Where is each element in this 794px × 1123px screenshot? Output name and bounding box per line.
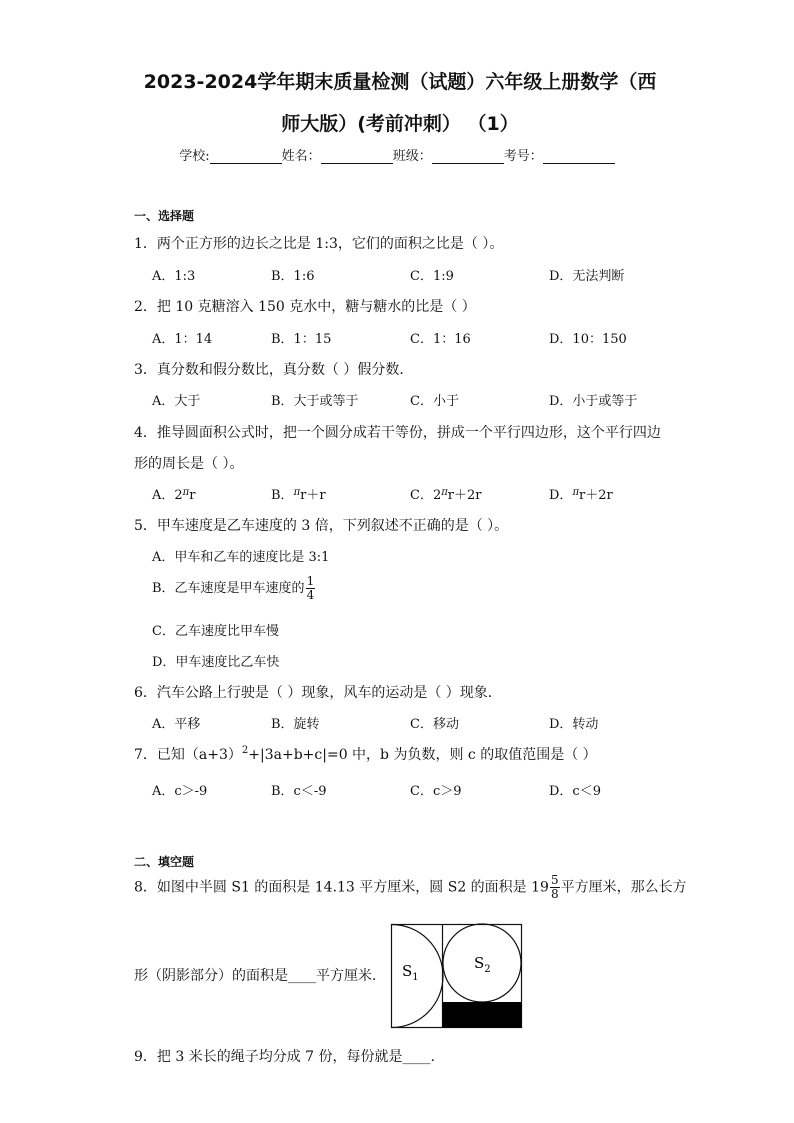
q7-option-c: C．c＞9 [410,784,462,799]
question-4-continued: 形的周长是（ ）。 [134,456,244,472]
q1-option-a: A．1:3 [152,269,196,284]
q5-option-b-text: B．乙车速度是甲车速度的 [152,581,305,596]
q3-option-d: D．小于或等于 [549,394,638,409]
class-label: 班级： [392,149,432,164]
q4-option-b [271,484,326,503]
q3-option-b: B．大于或等于 [271,394,359,409]
fraction-numerator: 5 [550,873,559,887]
name-blank[interactable] [321,149,393,164]
question-4: 4．推导圆面积公式时，把一个圆分成若干等份，拼成一个平行四边形，这个平行四边 [134,425,661,441]
q5-option-b [152,575,316,602]
pi-symbol: π [441,487,448,498]
page-title-continued: 师大版）(考前冲刺） （1） [281,113,519,135]
question-9: 9．把 3 米长的绳子均分成 7 份，每份就是____. [134,1049,435,1065]
q1-option-c: C．1:9 [410,269,454,284]
q8-text-b: 平方厘米，那么长方 [560,879,687,896]
q7-text-b: +|3a+b+c|=0 中，b 为负数，则 c 的取值范围是（ ） [248,747,597,763]
q6-option-b: B．旋转 [271,717,320,732]
question-5: 5．甲车速度是乙车速度的 3 倍，下列叙述不正确的是（ ）。 [134,518,509,534]
student-info-row [0,145,794,164]
fraction-denominator: 4 [306,588,315,602]
question-1: 1．两个正方形的边长之比是 1:3，它们的面积之比是（ ）。 [134,236,504,252]
pi-symbol: π [182,487,190,498]
q7-text-a: 7．已知（a+3） [134,747,242,763]
shaded-rectangle [443,1002,522,1028]
section-fill-title: 二、填空题 [134,855,195,869]
q4-option-d [549,484,613,503]
q4-option-d-rest: r＋2r [579,488,613,503]
q7-exponent: 2 [241,745,249,756]
question-8 [134,874,687,901]
pi-symbol: π [293,487,301,498]
q4-option-b-label: B． [271,488,294,503]
q5-option-a: A．甲车和乙车的速度比是 3:1 [152,550,330,565]
fraction-denominator: 8 [550,887,559,901]
q6-option-c: C．移动 [410,717,459,732]
school-blank[interactable] [210,149,282,164]
q4-option-a-rest: r [189,488,196,503]
label-s1-sub: 1 [412,972,419,983]
q2-option-d: D．10：150 [549,332,627,347]
class-blank[interactable] [432,149,504,164]
q4-option-a-label: A．2 [152,488,183,503]
q4-option-a [152,484,195,503]
pi-symbol: π [572,487,580,498]
label-s2-sub: 2 [484,964,491,975]
q8-figure [390,921,526,1029]
q4-option-d-label: D． [549,488,573,503]
question-2: 2．把 10 克糖溶入 150 克水中，糖与糖水的比是（ ） [134,299,476,315]
question-8-continued: 形（阴影部分）的面积是____平方厘米． [134,968,386,984]
q1-option-d: D．无法判断 [549,269,625,284]
question-3: 3．真分数和假分数比，真分数（ ）假分数． [134,362,414,378]
q8-text-a: 8．如图中半圆 S1 的面积是 14.13 平方厘米，圆 S2 的面积是 19 [134,879,549,896]
q6-option-a: A．平移 [152,717,201,732]
q3-option-a: A．大于 [152,394,201,409]
fraction [550,874,560,901]
q4-option-c-rest: r＋2r [447,488,482,503]
q2-option-b: B．1：15 [271,332,332,347]
q4-option-b-rest: r＋r [300,488,326,503]
section-choice-title: 一、选择题 [134,209,195,223]
page-title: 2023-2024学年期末质量检测（试题）六年级上册数学（西 [143,71,657,93]
q3-option-c: C．小于 [410,394,459,409]
question-6: 6．汽车公路上行驶是（ ）现象，风车的运动是（ ）现象． [134,685,502,701]
exam-no-label: 考号： [503,149,543,164]
q2-option-a: A．1：14 [152,332,213,347]
q7-option-b: B．c＜-9 [271,784,327,799]
q5-option-c: C．乙车速度比甲车慢 [152,624,279,639]
school-label: 学校: [179,149,210,164]
name-label: 姓名： [281,149,321,164]
q2-option-c: C．1：16 [410,332,471,347]
question-7 [134,744,597,764]
exam-no-blank[interactable] [543,149,615,164]
label-s2-main: S [474,954,485,972]
label-s1-main: S [402,962,413,980]
q7-option-a: A．c＞-9 [152,784,208,799]
fraction-numerator: 1 [306,574,315,588]
q4-option-c [410,484,482,503]
fraction [306,575,316,602]
q4-option-c-label: C．2 [410,488,442,503]
q5-option-d: D．甲车速度比乙车快 [152,655,280,670]
q7-option-d: D．c＜9 [549,784,601,799]
q1-option-b: B．1:6 [271,269,315,284]
q6-option-d: D．转动 [549,717,599,732]
